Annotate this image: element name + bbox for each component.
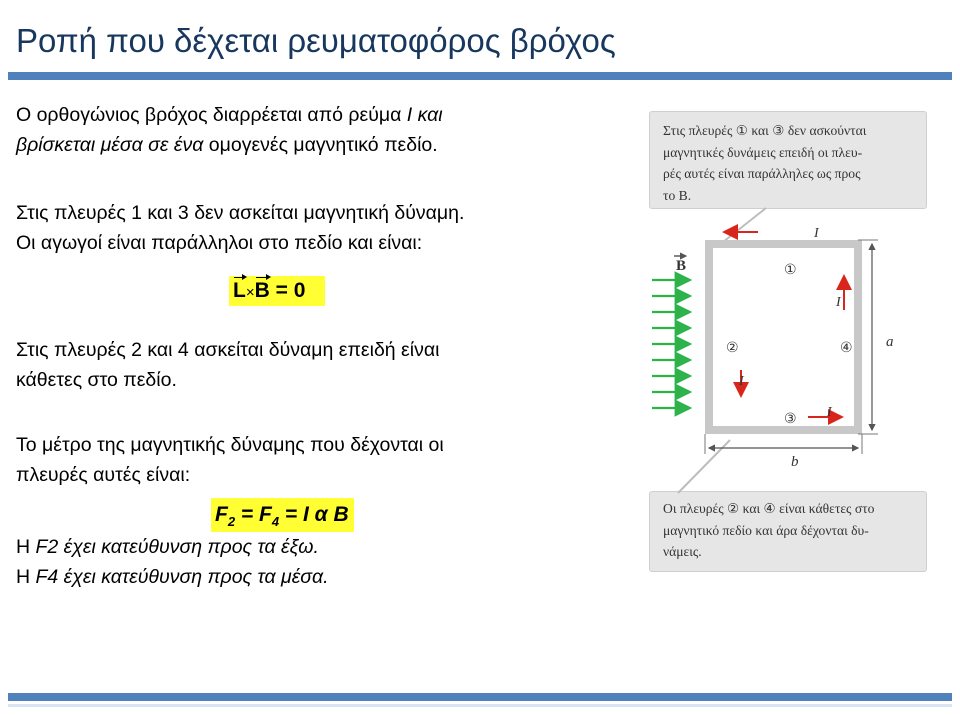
formula-cross-product bbox=[229, 276, 325, 306]
formula-force-magnitude bbox=[211, 498, 354, 532]
field-label: B bbox=[676, 258, 687, 274]
paragraph-6 bbox=[16, 562, 329, 592]
callout-line: νάμεις. bbox=[663, 544, 702, 559]
current-label-top: I bbox=[814, 226, 819, 241]
formula-sub-2: 2 bbox=[227, 514, 236, 530]
formula-rest: = I α B bbox=[279, 503, 349, 526]
current-label-bottom: I bbox=[827, 405, 832, 420]
formula-sub-4: 4 bbox=[271, 514, 280, 530]
current-label-left: I bbox=[739, 374, 744, 389]
side-number-4: ④ bbox=[840, 340, 853, 356]
callout-bottom bbox=[649, 491, 927, 572]
paragraph-3-line-2: κάθετες στο πεδίο. bbox=[16, 369, 177, 391]
footer-bar bbox=[8, 693, 952, 701]
paragraph-5 bbox=[16, 532, 319, 562]
callout-line: μαγνητικές δυνάμεις επειδή οι πλευ- bbox=[663, 144, 863, 160]
vector-B: B bbox=[255, 276, 270, 306]
paragraph-1-line-1 bbox=[16, 100, 443, 130]
title-underline-bar bbox=[8, 72, 952, 80]
side-number-3: ③ bbox=[784, 411, 797, 427]
paragraph-2-line-1: Στις πλευρές 1 και 3 δεν ασκείται μαγνητική δύναμη. bbox=[16, 202, 465, 224]
formula-rest: = 0 bbox=[269, 279, 306, 302]
footer-bar-light bbox=[8, 704, 952, 707]
text-segment-italic: βρίσκεται μέσα σε ένα bbox=[16, 134, 204, 156]
callout-line: ρές αυτές είναι παράλληλες ως προς bbox=[663, 166, 861, 181]
vector-L: L bbox=[233, 276, 246, 306]
paragraph-1-line-2 bbox=[16, 130, 438, 160]
paragraph-4-line-1: Το μέτρο της μαγνητικής δύναμης που δέχονται οι bbox=[16, 434, 444, 456]
paragraph-3-line-1: Στις πλευρές 2 και 4 ασκείται δύναμη επειδή είναι bbox=[16, 339, 440, 361]
text-segment: Η bbox=[16, 536, 36, 558]
page-title: Ροπή που δέχεται ρευματοφόρος βρόχος bbox=[16, 22, 616, 59]
current-label-right: I bbox=[836, 295, 841, 310]
loop-diagram bbox=[646, 200, 926, 495]
text-segment: Η bbox=[16, 566, 36, 588]
paragraph-2-line-2: Οι αγωγοί είναι παράλληλοι στο πεδίο και είναι: bbox=[16, 232, 423, 254]
times-sign: × bbox=[245, 284, 255, 301]
formula-F: F bbox=[215, 503, 228, 526]
callout-top bbox=[649, 111, 927, 209]
text-segment: Ο ορθογώνιος βρόχος διαρρέεται από ρεύμα bbox=[16, 104, 407, 126]
text-segment-italic: F4 έχει κατεύθυνση προς τα μέσα. bbox=[35, 566, 329, 588]
text-segment-italic: F2 έχει κατεύθυνση προς τα έξω. bbox=[35, 536, 319, 558]
callout-line: μαγνητικό πεδίο και άρα δέχονται δυ- bbox=[663, 522, 869, 538]
paragraph-4-line-2: πλευρές αυτές είναι: bbox=[16, 464, 191, 486]
magnetic-field-arrows bbox=[652, 280, 690, 408]
callout-line: το B. bbox=[663, 187, 692, 203]
side-number-2: ② bbox=[726, 340, 739, 356]
side-number-1: ① bbox=[784, 262, 797, 278]
dim-b-label: b bbox=[791, 454, 799, 470]
text-segment: ομογενές μαγνητικό πεδίο. bbox=[203, 134, 438, 156]
formula-eq-F: = F bbox=[235, 503, 272, 526]
text-segment-italic: I και bbox=[406, 104, 443, 126]
dim-a-label: a bbox=[886, 334, 894, 350]
callout-line: Στις πλευρές ① και ③ δεν ασκούνται bbox=[663, 123, 867, 138]
callout-line: Οι πλευρές ② και ④ είναι κάθετες στο bbox=[663, 501, 875, 516]
